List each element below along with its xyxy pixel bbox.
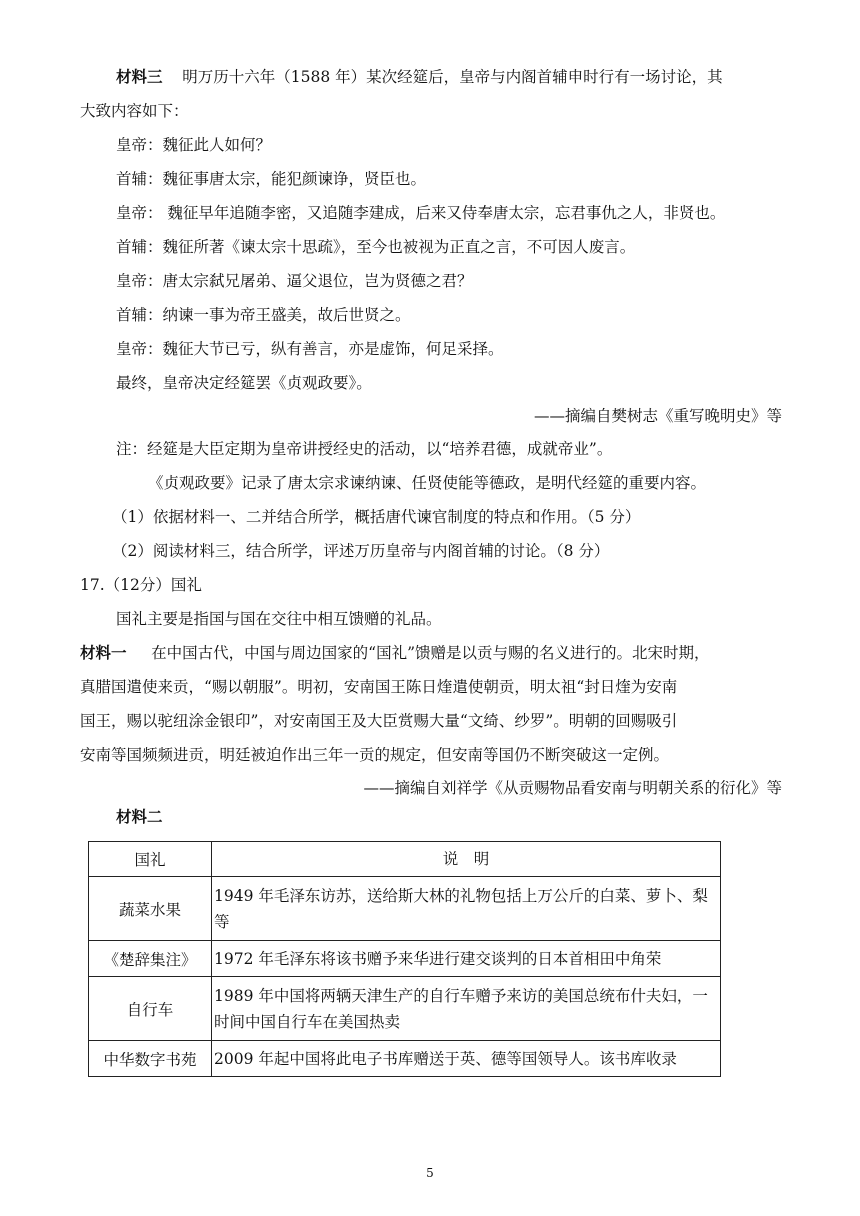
- question-1: （1）依据材料一、二并结合所学，概括唐代谏官制度的特点和作用。（5 分）: [112, 508, 641, 526]
- table-header-description: 说 明: [212, 842, 721, 877]
- material1-line1: [80, 642, 710, 664]
- description-cell: 2009 年起中国将此电子书库赠送于英、德等国领导人。该书库收录: [212, 1041, 721, 1077]
- dialogue-line: 皇帝： 魏征早年追随李密，又追随李建成，后来又侍奉唐太宗，忘君事仇之人，非贤也。: [116, 204, 726, 222]
- table-header-gift: 国礼: [89, 842, 212, 877]
- dialogue-line: 首辅：魏征所著《谏太宗十思疏》，至今也被视为正直之言，不可因人废言。: [116, 238, 636, 256]
- material1-text: 在中国古代，中国与周边国家的“国礼”馈赠是以贡与赐的名义进行的。北宋时期，: [151, 644, 710, 662]
- question-2: （2）阅读材料三，结合所学，评述万历皇帝与内阁首辅的讨论。（8 分）: [112, 542, 610, 560]
- description-cell: 1989 年中国将两辆天津生产的自行车赠予来访的美国总统布什夫妇，一时间中国自行车在美国热卖: [212, 977, 721, 1041]
- gift-cell: 自行车: [89, 977, 212, 1041]
- material3-intro-line1: [116, 66, 723, 88]
- dialogue-line: 皇帝：魏征大节已亏，纵有善言，亦是虚饰，何足采择。: [116, 340, 504, 358]
- material1-source: ——摘编自刘祥学《从贡赐物品看安南与明朝关系的衍化》等: [363, 779, 782, 797]
- dialogue-line: 首辅：纳谏一事为帝王盛美，故后世贤之。: [116, 306, 411, 324]
- material1-line: 安南等国频频进贡，明廷被迫作出三年一贡的规定，但安南等国仍不断突破这一定例。: [80, 746, 670, 764]
- material3-intro-line2: 大致内容如下：: [80, 102, 189, 120]
- page-number: 5: [426, 1166, 434, 1180]
- note-line2: 《贞观政要》记录了唐太宗求谏纳谏、任贤使能等德政，是明代经筵的重要内容。: [148, 474, 707, 492]
- table-row: [89, 1041, 721, 1077]
- description-cell: 1949 年毛泽东访苏，送给斯大林的礼物包括上万公斤的白菜、萝卜、梨等: [212, 877, 721, 941]
- dialogue-line: 皇帝：魏征此人如何？: [116, 136, 272, 154]
- gift-cell: 《楚辞集注》: [89, 941, 212, 977]
- gift-cell: 中华数字书苑: [89, 1041, 212, 1077]
- material1-line: 真腊国遣使来贡，“赐以朝服”。明初，安南国王陈日煃遣使朝贡，明太祖“封日煃为安南: [80, 678, 678, 696]
- gift-table: [88, 841, 721, 1077]
- q17-title: 17.（12分）国礼: [80, 576, 202, 594]
- dialogue-line: 最终，皇帝决定经筵罢《贞观政要》。: [116, 374, 372, 392]
- material1-label: 材料一: [80, 643, 127, 662]
- dialogue-line: 首辅：魏征事唐太宗，能犯颜谏诤，贤臣也。: [116, 170, 427, 188]
- table-row: [89, 877, 721, 941]
- table-header-row: [89, 842, 721, 877]
- description-cell: 1972 年毛泽东将该书赠予来华进行建交谈判的日本首相田中角荣: [212, 941, 721, 977]
- material3-intro-text: 明万历十六年（1588 年）某次经筵后，皇帝与内阁首辅申时行有一场讨论，其: [182, 68, 723, 86]
- material1-line: 国王，赐以驼纽涂金银印”，对安南国王及大臣赏赐大量“文绮、纱罗”。明朝的回赐吸引: [80, 712, 678, 730]
- material3-source: ——摘编自樊树志《重写晚明史》等: [533, 407, 782, 425]
- note-line1: 注：经筵是大臣定期为皇帝讲授经史的活动，以“培养君德，成就帝业”。: [116, 440, 613, 458]
- table-row: [89, 941, 721, 977]
- material3-label: 材料三: [116, 67, 163, 86]
- gift-cell: 蔬菜水果: [89, 877, 212, 941]
- q17-intro: 国礼主要是指国与国在交往中相互馈赠的礼品。: [116, 610, 442, 628]
- table-row: [89, 977, 721, 1041]
- dialogue-line: 皇帝：唐太宗弑兄屠弟、逼父退位，岂为贤德之君？: [116, 272, 473, 290]
- material2-label: 材料二: [116, 807, 163, 826]
